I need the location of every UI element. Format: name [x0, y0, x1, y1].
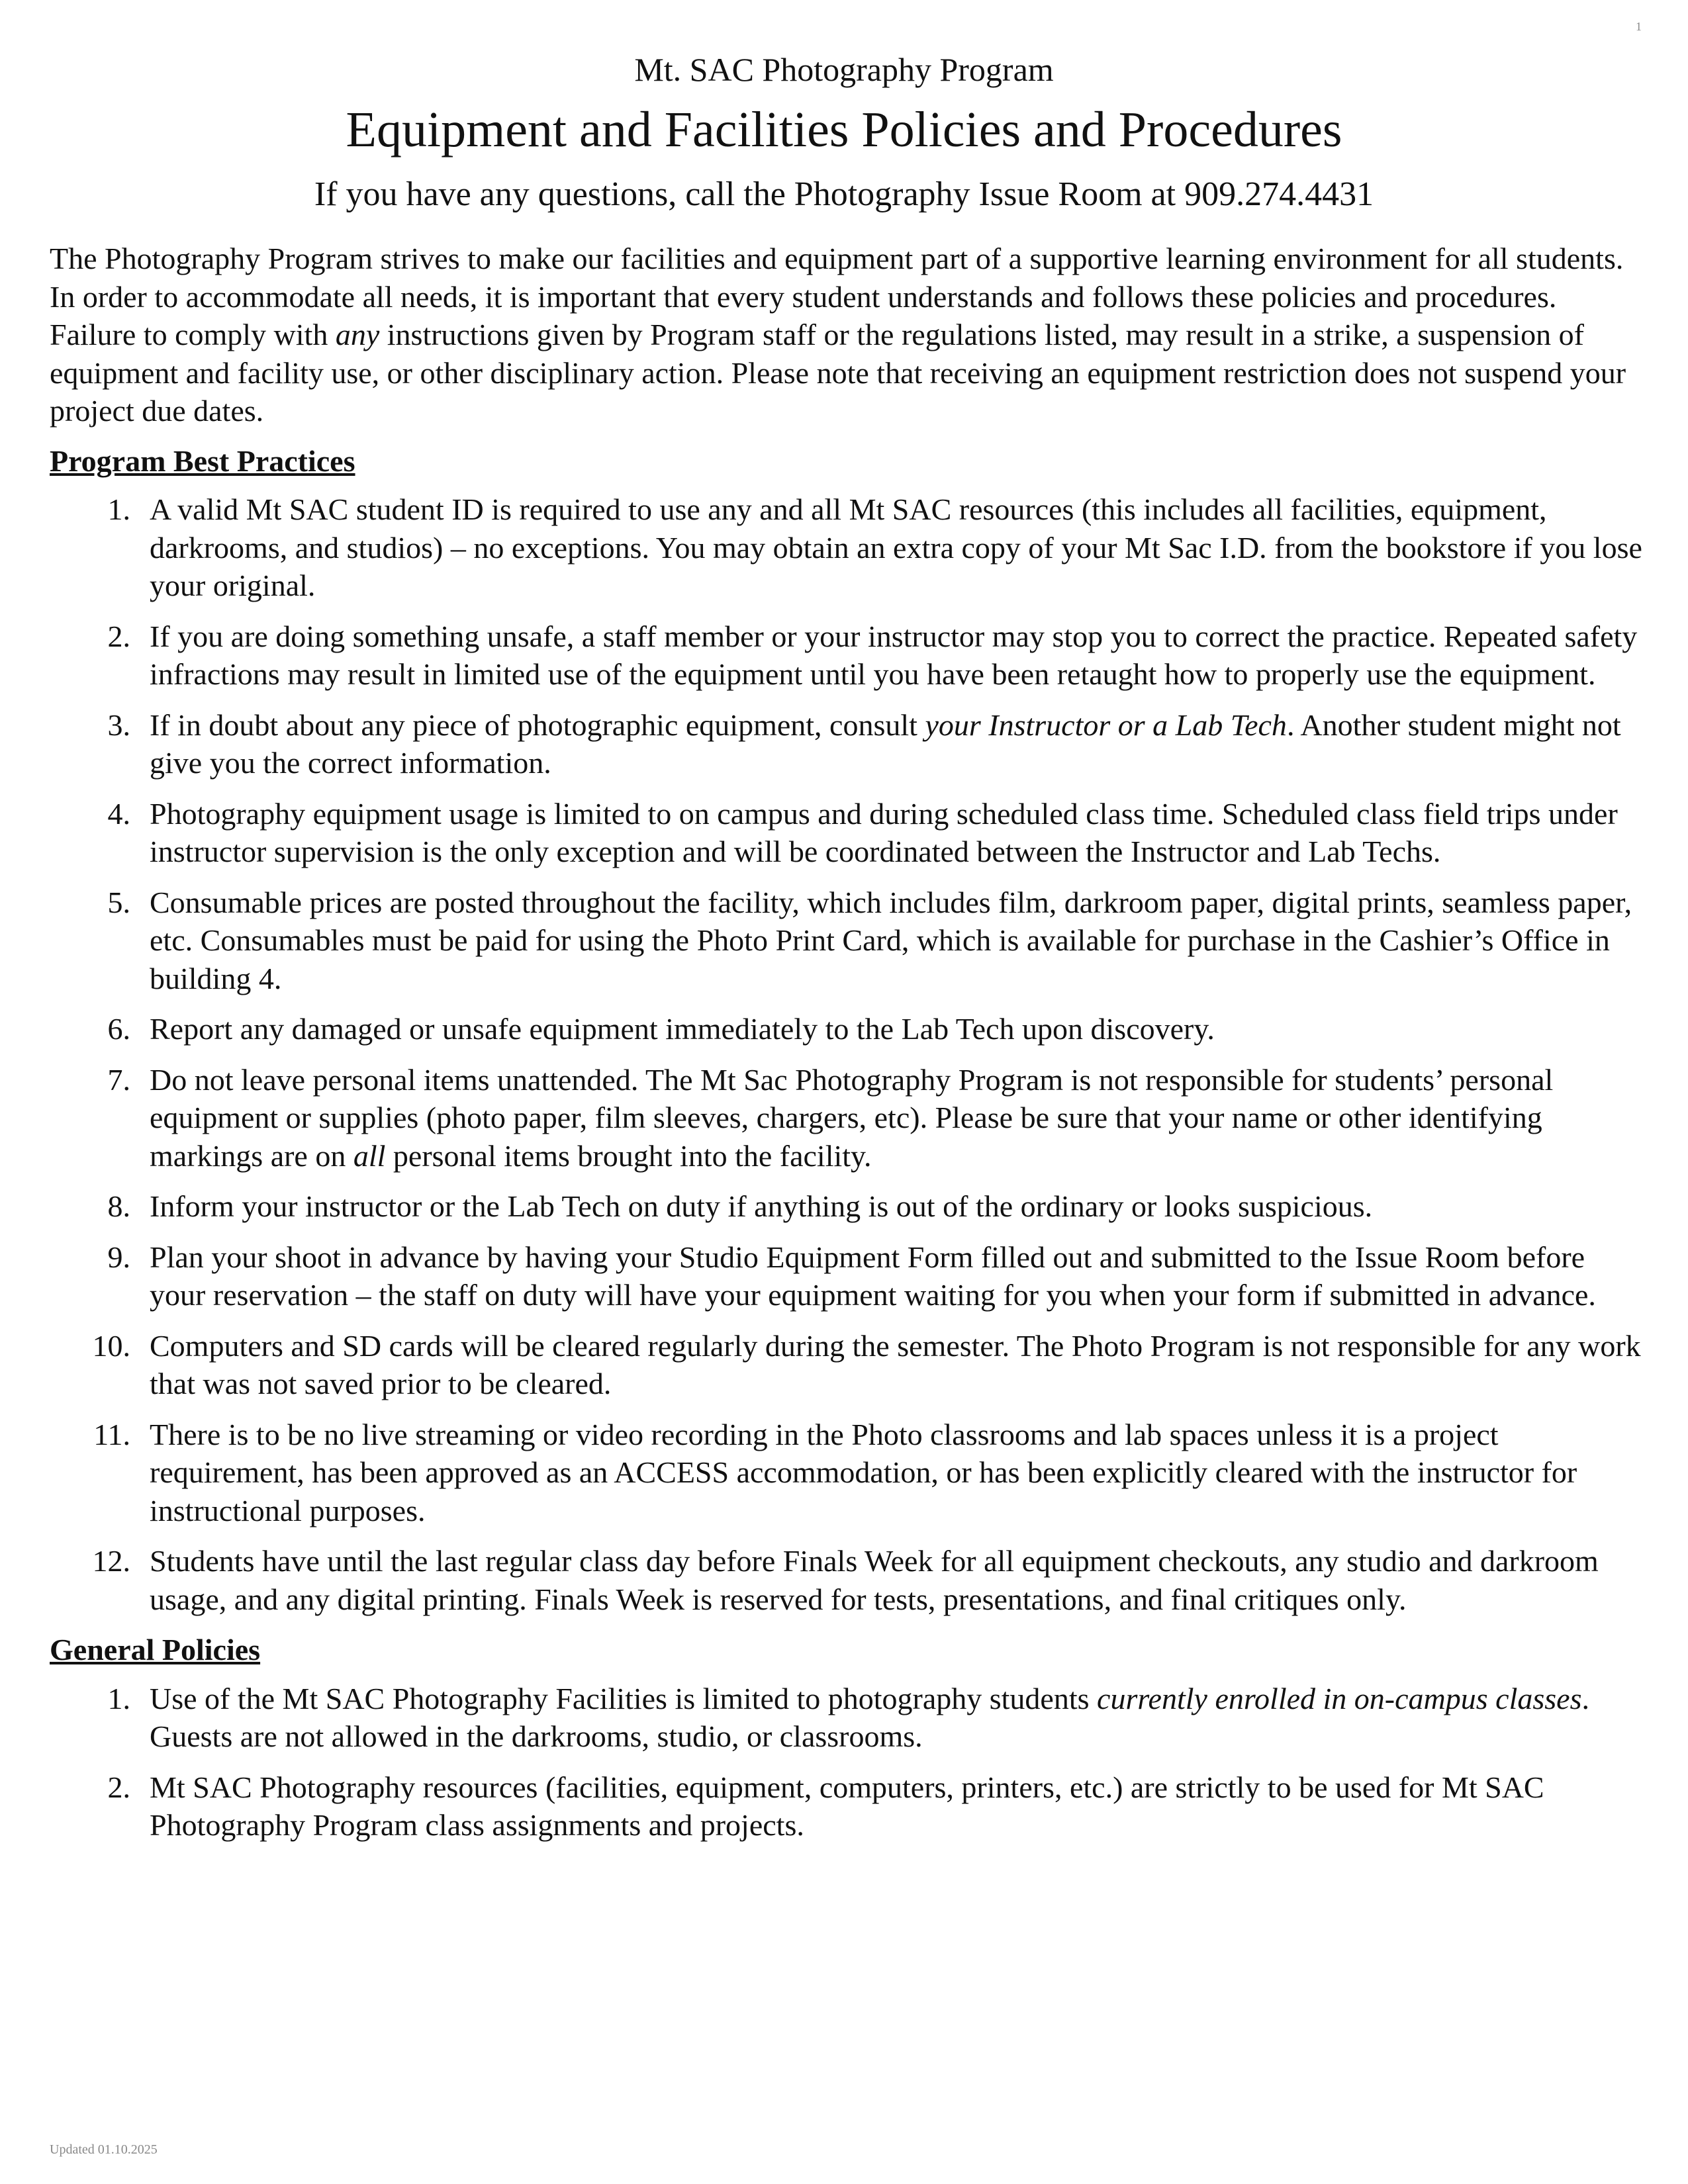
intro-emphasis: any — [335, 318, 380, 351]
list-item-number: 8. — [107, 1189, 130, 1223]
general-policies-list — [50, 1680, 1645, 1844]
list-item — [50, 1416, 1645, 1530]
list-item-text: . Guests are not allowed in the darkrooms, studio, or classrooms. — [150, 1681, 1589, 1753]
list-item-number: 10. — [92, 1328, 130, 1363]
list-item — [50, 490, 1645, 605]
list-item-text: There is to be no live streaming or video recording in the Photo classrooms and lab spaces unless it is a project requirement, has been approved as an ACCESS accommodation, or has been explicitly cleared with the instructor for instructional purposes. — [150, 1417, 1577, 1527]
list-item-text: Plan your shoot in advance by having your Studio Equipment Form filled out and submitted to the Issue Room before your reservation – the staff on duty will have your equipment waiting for you when your form if submitted in advance. — [150, 1240, 1596, 1312]
page-title: Equipment and Facilities Policies and Procedures — [346, 102, 1342, 158]
list-item-text: Mt SAC Photography resources (facilities, equipment, computers, printers, etc.) are strictly to be used for Mt SAC Photography Program class assignments and projects. — [150, 1770, 1544, 1842]
list-item-text: Consumable prices are posted throughout the facility, which includes film, darkroom paper, digital prints, seamless paper, etc. Consumables must be paid for using the Photo Print Card, which is available for purchase in the Cashier’s Office in building 4. — [150, 885, 1632, 995]
list-item-text: Report any damaged or unsafe equipment immediately to the Lab Tech upon discovery. — [150, 1012, 1215, 1046]
best-practices-list — [50, 490, 1645, 1618]
document-body — [50, 240, 1645, 1857]
list-item — [50, 1542, 1645, 1618]
list-item-number: 1. — [107, 1681, 130, 1715]
list-item-text: personal items brought into the facility. — [385, 1138, 872, 1173]
list-item — [50, 1061, 1645, 1175]
list-item-number: 4. — [107, 796, 130, 831]
list-item — [50, 1680, 1645, 1756]
list-item-number: 12. — [92, 1544, 130, 1578]
list-item-text: If you are doing something unsafe, a staff member or your instructor may stop you to correct the practice. Repeated safety infractions may result in limited use of the equipment until you have been retaught how to properly use the equipment. — [150, 619, 1638, 691]
list-item — [50, 795, 1645, 871]
list-item-number: 7. — [107, 1062, 130, 1097]
list-item-text: If in doubt about any piece of photographic equipment, consult — [150, 707, 925, 742]
list-item-number: 2. — [107, 619, 130, 653]
list-item — [50, 706, 1645, 782]
list-item-text: Computers and SD cards will be cleared regularly during the semester. The Photo Program is not responsible for any work that was not saved prior to be cleared. — [150, 1328, 1641, 1400]
list-item-text: Use of the Mt SAC Photography Facilities is limited to photography students — [150, 1681, 1098, 1715]
updated-date: Updated 01.10.2025 — [50, 2142, 158, 2157]
list-item — [50, 884, 1645, 998]
list-item — [50, 617, 1645, 694]
program-title: Mt. SAC Photography Program — [634, 51, 1054, 88]
general-policies-heading: General Policies — [50, 1633, 261, 1666]
list-item-text: A valid Mt SAC student ID is required to use any and all Mt SAC resources (this includes all facilities, equipment, darkrooms, and studios) – no exceptions. You may obtain an extra copy of your Mt Sac I.D. from the bookstore if you lose your original. — [150, 492, 1642, 602]
list-item-number: 6. — [107, 1012, 130, 1046]
list-item-number: 3. — [107, 707, 130, 742]
list-item-number: 11. — [93, 1417, 130, 1451]
list-item-text: . Another student might not give you the correct information. — [150, 707, 1621, 780]
list-item-number: 9. — [107, 1240, 130, 1274]
list-item-emphasis: your Instructor or a Lab Tech — [925, 707, 1287, 742]
list-item-text: Students have until the last regular class day before Finals Week for all equipment checkouts, any studio and darkroom usage, and any digital printing. Finals Week is reserved for tests, presentations, and final critiques only. — [150, 1544, 1599, 1616]
intro-text-part1: The Photography Program strives to make our facilities and equipment part of a supportive learning environment for all students. In order to accommodate all needs, it is important that every student understands and follows these policies and procedures. Failure to comply with — [50, 242, 1624, 351]
list-item-number: 5. — [107, 885, 130, 919]
list-item-text: Inform your instructor or the Lab Tech on duty if anything is out of the ordinary or looks suspicious. — [150, 1189, 1373, 1223]
list-item — [50, 1238, 1645, 1314]
best-practices-heading: Program Best Practices — [50, 443, 355, 478]
intro-paragraph — [50, 240, 1645, 430]
list-item-text: Do not leave personal items unattended. The Mt Sac Photography Program is not responsible for students’ personal equipment or supplies (photo paper, film sleeves, chargers, etc). Please be sure that your name or other identifying markings are on — [150, 1062, 1554, 1173]
list-item-emphasis: all — [353, 1138, 386, 1173]
list-item-text: Photography equipment usage is limited to on campus and during scheduled class time. Scheduled class field trips under instructor supervision is the only exception and will be coordinated between the Instructor and Lab Techs. — [150, 796, 1618, 868]
list-item-number: 1. — [107, 492, 130, 526]
page-number: 1 — [1636, 20, 1642, 33]
list-item — [50, 1327, 1645, 1403]
intro-text-part2: instructions given by Program staff or the regulations listed, may result in a strike, a suspension of equipment and facility use, or other disciplinary action. Please note that receiving an equipment restriction does not suspend your project due dates. — [50, 318, 1626, 428]
document-header — [0, 46, 1688, 221]
list-item — [50, 1010, 1645, 1048]
list-item-emphasis: currently enrolled in on-campus classes — [1097, 1681, 1582, 1715]
list-item-number: 2. — [107, 1770, 130, 1804]
contact-line: If you have any questions, call the Photography Issue Room at 909.274.4431 — [314, 175, 1374, 213]
list-item — [50, 1187, 1645, 1226]
list-item — [50, 1768, 1645, 1844]
